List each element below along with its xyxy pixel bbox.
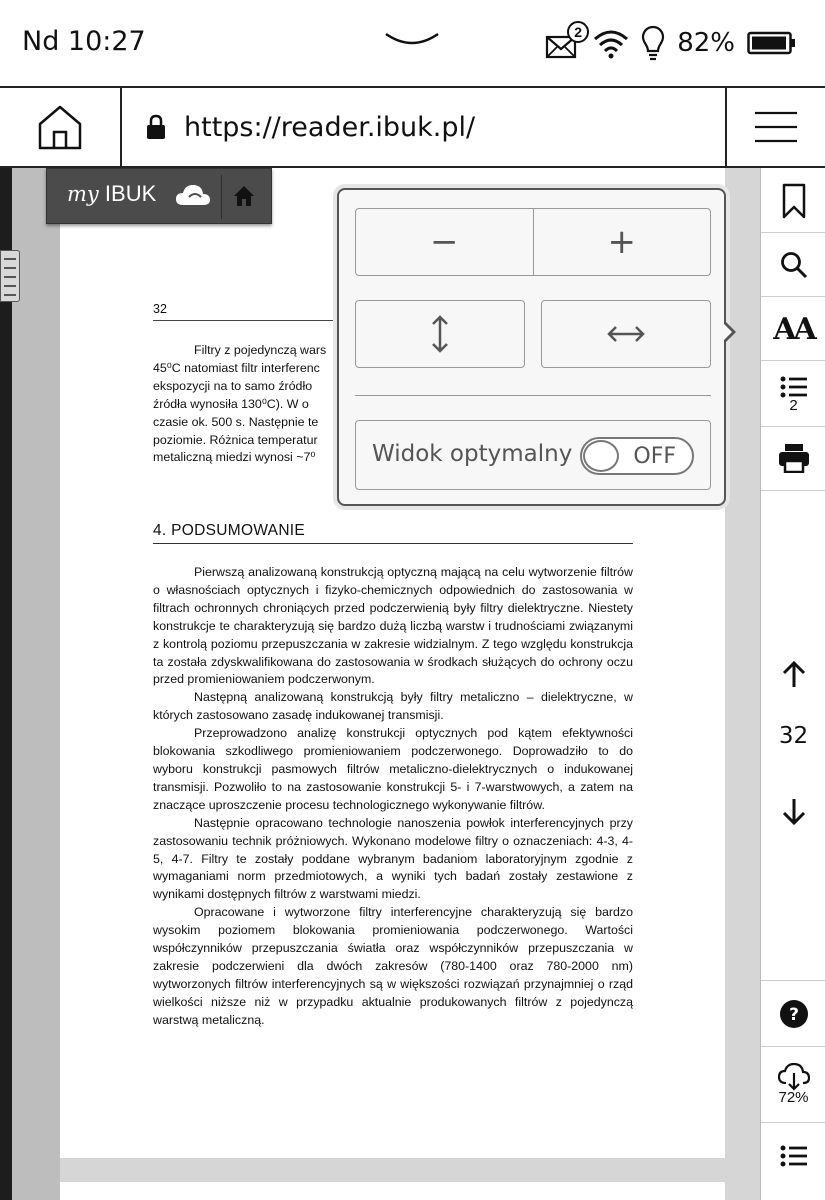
arrow-down-icon [781, 798, 807, 826]
paragraph: Następną analizowaną konstrukcją były filtry metaliczno – dielektryczne, w których zastosowano zasadę indukowanej transmisji. [153, 690, 633, 723]
contents-list-button[interactable] [761, 1124, 825, 1188]
status-bar [0, 0, 825, 86]
myibuk-logo[interactable]: my IBUK [67, 181, 157, 206]
frontlight-bulb-icon [641, 25, 665, 61]
zoom-buttons [355, 208, 711, 276]
optimal-view-toggle[interactable] [580, 437, 694, 475]
reader-home-icon[interactable] [233, 185, 255, 207]
notification-badge: 2 [567, 21, 589, 43]
next-page-button[interactable] [761, 784, 825, 840]
address-bar [0, 86, 825, 168]
chevron-down-icon[interactable] [384, 30, 440, 57]
search-icon [780, 251, 808, 279]
bookmark-icon [782, 183, 806, 219]
paragraph: Pierwszą analizowaną konstrukcją optyczną mającą na celu wytworzenie filtrów o własnościach optycznych i fizyko-chemicznych odpowiednich do zastosowania w filtrach ochronnych chroniących przed podczerwienią były filtry dielektryczne. Niestety konstrukcje te charakteryzują się bardzo dużą liczbą warstw i trudnościami związanymi z kontrolą poziomu przepuszczania w zakresie widzialnym. Z tego względu konstrukcja ta została zdyskwalifikowana do zastosowania w środkach służących do ochrony oczu przed promieniowaniem podczerwonym. [153, 565, 633, 687]
help-icon [779, 999, 809, 1029]
document-page-number: 32 [153, 302, 167, 316]
optimal-view-row [355, 420, 711, 490]
url-field[interactable] [120, 86, 727, 168]
cloud-icon [175, 183, 211, 207]
paragraph: Opracowane i wytworzone filtry interferencyjne charakteryzują się bardzo wysokim poziomem blokowania promieniowania podczerwonego. Wartości współczynników przepuszczania światła oraz współczynników przepuszczania w zakresie podczerwieni dla dwóch zakresów (780-1400 oraz 780-2000 nm) wytworzonych filtrów interferencyjnych są w większości rozwiązań przynajmniej o rząd wielkości niższe niż w przypadku aktualnie produkowanych filtrów z pojedynczą warstwą metaliczną. [153, 905, 633, 1027]
current-page-number: 32 [778, 723, 809, 749]
help-button[interactable] [761, 982, 825, 1046]
next-document-page [60, 1182, 725, 1200]
zoom-in-button[interactable]: + [533, 209, 711, 275]
top-paragraph: Filtry z pojedynczą wars 45⁰C natomiast filtr interferenc ekspozycji na to samo źródło źródła wynosiła 130⁰C). W o czasie ok. 500 s. Następnie te poziomie. Różnica temperatur metaliczną miedzi wynosi ~7⁰ [153, 343, 327, 465]
print-button[interactable] [761, 428, 825, 488]
home-icon [36, 104, 84, 150]
toggle-knob [583, 440, 619, 472]
search-button[interactable] [761, 234, 825, 296]
font-size-icon: AA [773, 311, 814, 347]
list-icon [780, 1144, 808, 1168]
section-heading: 4. PODSUMOWANIE [153, 522, 633, 544]
zoom-popup [337, 188, 726, 506]
printer-icon [778, 443, 810, 473]
url-text: https://reader.ibuk.pl/ [184, 111, 476, 143]
list-icon [780, 375, 808, 399]
download-button[interactable] [761, 1048, 825, 1120]
reader-toolbar [760, 168, 825, 1200]
vertical-arrows-icon [430, 314, 450, 354]
hamburger-menu-icon [754, 111, 798, 143]
browser-home-button[interactable] [0, 88, 120, 166]
paragraph: Następnie opracowano technologie nanoszenia powłok interferencyjnych przy zastosowaniu technik próżniowych. Wykonano modelowe filtry o oznaczeniach: 4-3, 4-5, 4-7. Filtry te zostały poddane wybranym badaniom laboratoryjnym zgodnie z wymaganiami norm przedmiotowych, a wyniki tych badań zostały zestawione z wynikami dostępnych filtrów z warstwami miedzi. [153, 815, 633, 902]
fit-height-button[interactable] [355, 300, 525, 368]
battery-percent: 82% [677, 28, 735, 58]
toggle-state: OFF [633, 444, 676, 469]
bookmark-button[interactable] [761, 172, 825, 230]
table-of-contents-button[interactable] [761, 362, 825, 426]
battery-icon [747, 31, 797, 55]
myibuk-header-bar[interactable] [46, 168, 272, 224]
lock-icon [146, 114, 166, 140]
mail-notification[interactable] [545, 23, 581, 63]
horizontal-arrows-icon [606, 324, 646, 344]
document-body [153, 564, 633, 1030]
font-size-button[interactable] [761, 298, 825, 360]
optimal-view-label: Widok optymalny [372, 441, 573, 467]
toc-badge: 2 [789, 396, 798, 414]
paragraph: Przeprowadzono analizę konstrukcji optycznych pod kątem efektywności blokowania szkodliwego promieniowaniem podczerwonego. Doprowadziło to do wyboru konstrukcji pasmowych filtrów metaliczno-dielektrycznych o indukowanej transmisji. Pozwoliło to na zastosowanie konstrukcji 5- i 7-warstwowych, a zatem na znaczące uproszczenie procesu technologicznego wykonywanie filtrów. [153, 726, 633, 812]
status-icons [545, 22, 797, 64]
clock: Nd 10:27 [22, 26, 146, 57]
browser-menu-button[interactable] [727, 88, 825, 166]
wifi-icon [593, 27, 629, 59]
arrow-up-icon [781, 660, 807, 688]
svg-text:?: ? [788, 1005, 799, 1025]
current-page-indicator [761, 714, 825, 758]
previous-page-button[interactable] [761, 646, 825, 702]
zoom-out-button[interactable]: − [430, 222, 459, 262]
download-percent: 72% [778, 1088, 809, 1106]
fit-width-button[interactable] [541, 300, 711, 368]
cloud-download-icon [778, 1063, 810, 1091]
side-panel-handle[interactable] [0, 250, 20, 302]
